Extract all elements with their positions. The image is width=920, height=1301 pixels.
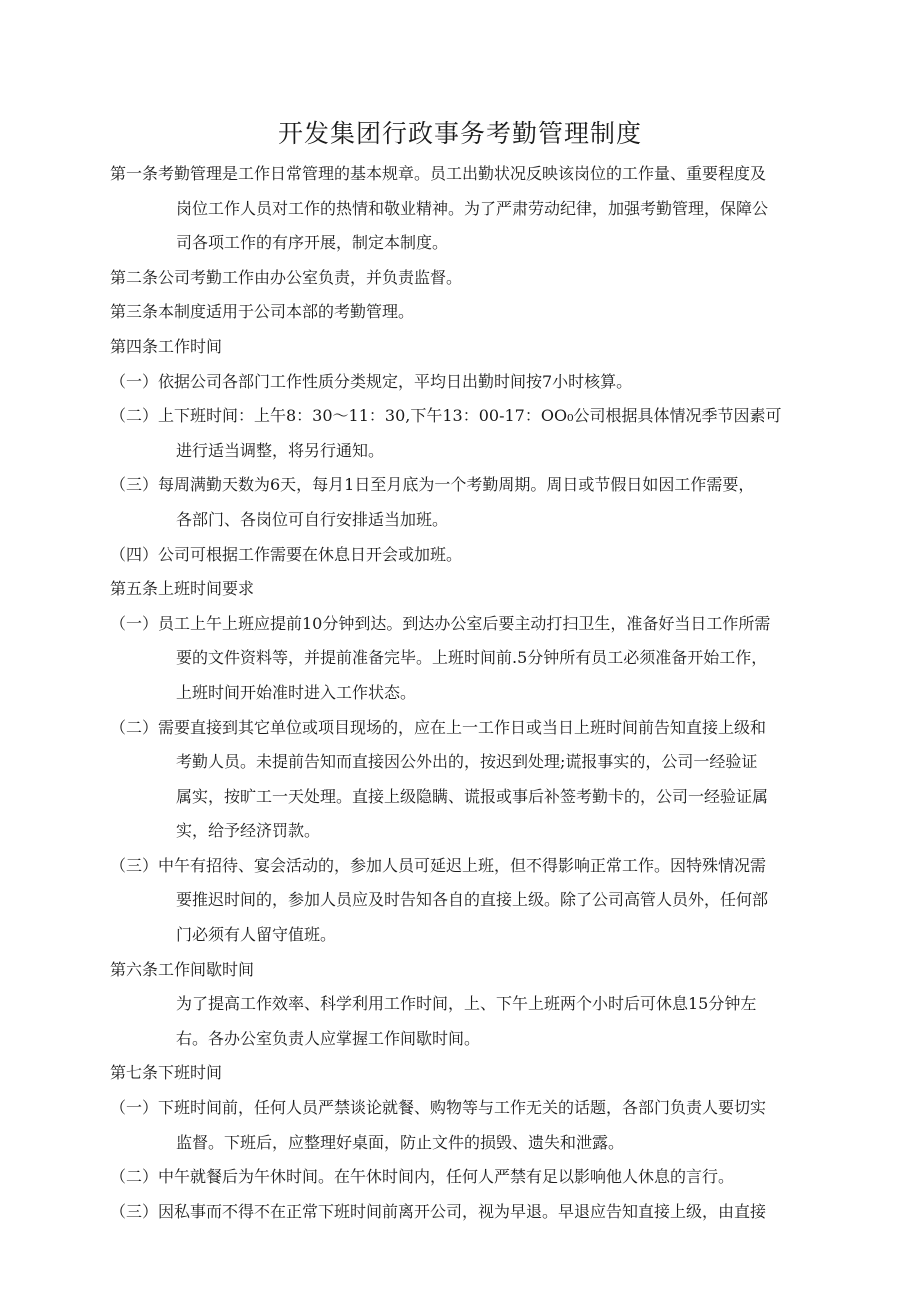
article-paragraph (110, 1056, 810, 1091)
paragraph-first-line: （三）每周满勤天数为6天，每月1日至月底为一个考勤周期。周日或节假日如因工作需要， (110, 475, 755, 495)
article-paragraph (110, 468, 810, 537)
paragraph-first-line: （四）公司可根据工作需要在休息日开会或加班。 (110, 544, 463, 564)
paragraph-continuation-line: 右。各办公室负责人应掌握工作间歇时间。 (176, 1028, 481, 1048)
paragraph-first-line: 第七条下班时间 (110, 1063, 223, 1083)
paragraph-first-line: 第四条工作时间 (110, 336, 223, 356)
paragraph-continuation-line: 司各项工作的有序开展，制定本制度。 (176, 233, 449, 253)
paragraph-continuation-line: 上班时间开始准时进入工作状态。 (176, 682, 417, 702)
paragraph-continuation-line: 岗位工作人员对工作的热情和敬业精神。为了严肃劳动纪律，加强考勤管理，保障公 (176, 198, 769, 218)
paragraph-first-line: 第一条考勤管理是工作日常管理的基本规章。员工出勤状况反映该岗位的工作量、重要程度及 (110, 164, 767, 183)
paragraph-first-line: （一）员工上午上班应提前10分钟到达。到达办公室后要主动打扫卫生，准备好当日工作所需 (110, 613, 771, 633)
paragraph-continuation-line: 要的文件资料等，并提前准备完毕。上班时间前.5分钟所有员工必须准备开始工作， (176, 648, 768, 668)
paragraph-first-line: （二）上下班时间：上午8：30〜11：30,下午13：00-17：OO₀公司根据具体情况季节因素可 (110, 406, 782, 426)
document-body (110, 157, 810, 1229)
paragraph-first-line: （一）依据公司各部门工作性质分类规定，平均日出勤时间按7小时核算。 (110, 371, 633, 391)
article-paragraph (110, 538, 810, 573)
paragraph-continuation-line: 属实，按旷工一天处理。直接上级隐瞒、谎报或事后补签考勤卡的，公司一经验证属 (176, 786, 769, 806)
article-paragraph (110, 849, 810, 953)
paragraph-continuation-line: 要推迟时间的，参加人员应及时告知各自的直接上级。除了公司高管人员外，任何部 (176, 890, 769, 910)
article-paragraph (110, 330, 810, 365)
article-paragraph (110, 295, 810, 330)
article-paragraph (110, 1091, 810, 1160)
paragraph-first-line: 第五条上班时间要求 (110, 579, 255, 599)
paragraph-continuation-line: 门必须有人留守值班。 (176, 925, 337, 945)
paragraph-continuation-line: 进行适当调整，将另行通知。 (176, 440, 385, 460)
paragraph-continuation-line: 考勤人员。未提前告知而直接因公外出的，按迟到处理;谎报事实的，公司一经验证 (176, 752, 758, 772)
paragraph-continuation-line: 为了提高工作效率、科学利用工作时间，上、下午上班两个小时后可休息15分钟左 (176, 994, 757, 1014)
paragraph-continuation-line: 各部门、各岗位可自行安排适当加班。 (176, 509, 449, 529)
paragraph-first-line: 第三条本制度适用于公司本部的考勤管理。 (110, 302, 415, 322)
article-paragraph (110, 987, 810, 1056)
paragraph-first-line: （三）中午有招待、宴会活动的，参加人员可延迟上班，但不得影响正常工作。因特殊情况需 (110, 855, 767, 875)
paragraph-continuation-line: 监督。下班后，应整理好桌面，防止文件的损毁、遗失和泄露。 (176, 1132, 625, 1152)
paragraph-first-line: （二）中午就餐后为午休时间。在午休时间内，任何人严禁有足以影响他人休息的言行。 (110, 1167, 735, 1187)
article-paragraph (110, 157, 810, 261)
paragraph-first-line: （三）因私事而不得不在正常下班时间前离开公司，视为早退。早退应告知直接上级，由直接 (110, 1201, 767, 1221)
paragraph-first-line: （二）需要直接到其它单位或项目现场的，应在上一工作日或当日上班时间前告知直接上级和 (110, 717, 767, 737)
article-paragraph (110, 1160, 810, 1195)
article-paragraph (110, 953, 810, 988)
document-title: 开发集团行政事务考勤管理制度 (277, 119, 642, 148)
article-paragraph (110, 365, 810, 400)
article-paragraph (110, 261, 810, 296)
paragraph-first-line: 第二条公司考勤工作由办公室负责，并负责监督。 (110, 267, 463, 287)
article-paragraph (110, 607, 810, 711)
article-paragraph (110, 572, 810, 607)
article-paragraph (110, 399, 810, 468)
paragraph-first-line: 第六条工作间歇时间 (110, 959, 255, 979)
article-paragraph (110, 711, 810, 849)
paragraph-continuation-line: 实，给予经济罚款。 (176, 821, 321, 841)
article-paragraph (110, 1195, 810, 1230)
paragraph-first-line: （一）下班时间前，任何人员严禁谈论就餐、购物等与工作无关的话题，各部门负责人要切实 (110, 1098, 767, 1118)
